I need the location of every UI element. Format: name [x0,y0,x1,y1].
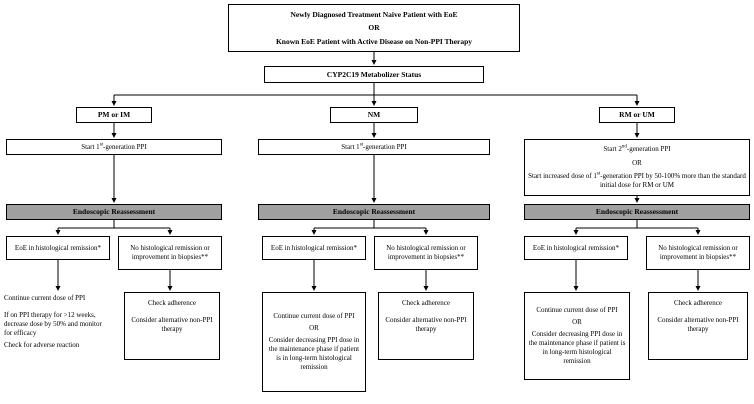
nm-start-node [258,139,490,155]
action-line: Continue current dose of PPI [536,306,618,315]
root-line-2: Known EoE Patient with Active Disease on Non-PPI Therapy [275,36,473,46]
root-node [228,4,520,52]
root-line-1: Newly Diagnosed Treatment Naive Patient with EoE [290,9,458,19]
pm-im-reassessment-node: Endoscopic Reassessment [6,204,222,220]
nm-remission-action-node [262,292,366,392]
nm-remission-node: EoE in histological remission* [262,236,366,260]
nm-label-node: NM [330,107,418,123]
rm-um-start-node [524,139,750,196]
action-line: Continue current dose of PPI [273,312,355,321]
action-line: Check adherence [674,299,722,307]
action-line: Check for adverse reaction [4,340,80,349]
nm-no-remission-action-node [378,292,474,360]
action-or: OR [309,324,319,333]
action-line: Consider alternative non-PPI therapy [657,315,739,333]
action-line: Continue current dose of PPI [4,294,86,302]
nm-no-remission-node: No histological remission or improvement in biopsies** [374,236,478,270]
pm-im-start-label: Start 1st-generation PPI [81,142,147,151]
root-or: OR [368,23,380,33]
nm-reassessment-node: Endoscopic Reassessment [258,204,490,220]
pm-im-no-remission-action-node [124,292,220,360]
nm-start-label: Start 1st-generation PPI [341,142,407,151]
rm-um-no-remission-node: No histological remission or improvement in biopsies** [646,236,750,270]
action-line: Check adherence [402,299,450,307]
rm-um-reassessment-node: Endoscopic Reassessment [524,204,750,220]
action-line: Consider alternative non-PPI therapy [385,315,467,333]
pm-im-no-remission-node: No histological remission or improvement in biopsies** [118,236,222,270]
rm-um-label-node: RM or UM [599,107,675,123]
pm-im-label-node: PM or IM [76,107,152,123]
metabolizer-node: CYP2C19 Metabolizer Status [264,66,484,83]
action-line: Consider decreasing PPI dose in the maintenance phase if patient is in long-term histological remission [528,330,626,365]
rm-um-no-remission-action-node [648,292,748,360]
pm-im-start-node [6,139,222,155]
rm-um-remission-action-node [524,292,630,380]
action-line: Consider decreasing PPI dose in the maintenance phase if patient is in long-term histological remission [268,336,360,371]
action-line: Check adherence [148,299,196,307]
rm-um-start-or: OR [632,158,642,167]
action-or: OR [572,318,582,327]
rm-um-remission-node: EoE in histological remission* [524,236,628,260]
action-line: Consider alternative non-PPI therapy [131,315,213,333]
pm-im-remission-action-node [2,292,112,400]
pm-im-remission-node: EoE in histological remission* [6,236,110,260]
rm-um-start-line-2: Start increased dose of 1st-generation PPI by 50-100% more than the standard initial dose for RM or UM [528,171,746,189]
rm-um-start-line-1: Start 2nd-generation PPI [603,144,671,154]
action-line: If on PPI therapy for >12 weeks, decrease dose by 50% and monitor for efficacy [4,310,102,337]
